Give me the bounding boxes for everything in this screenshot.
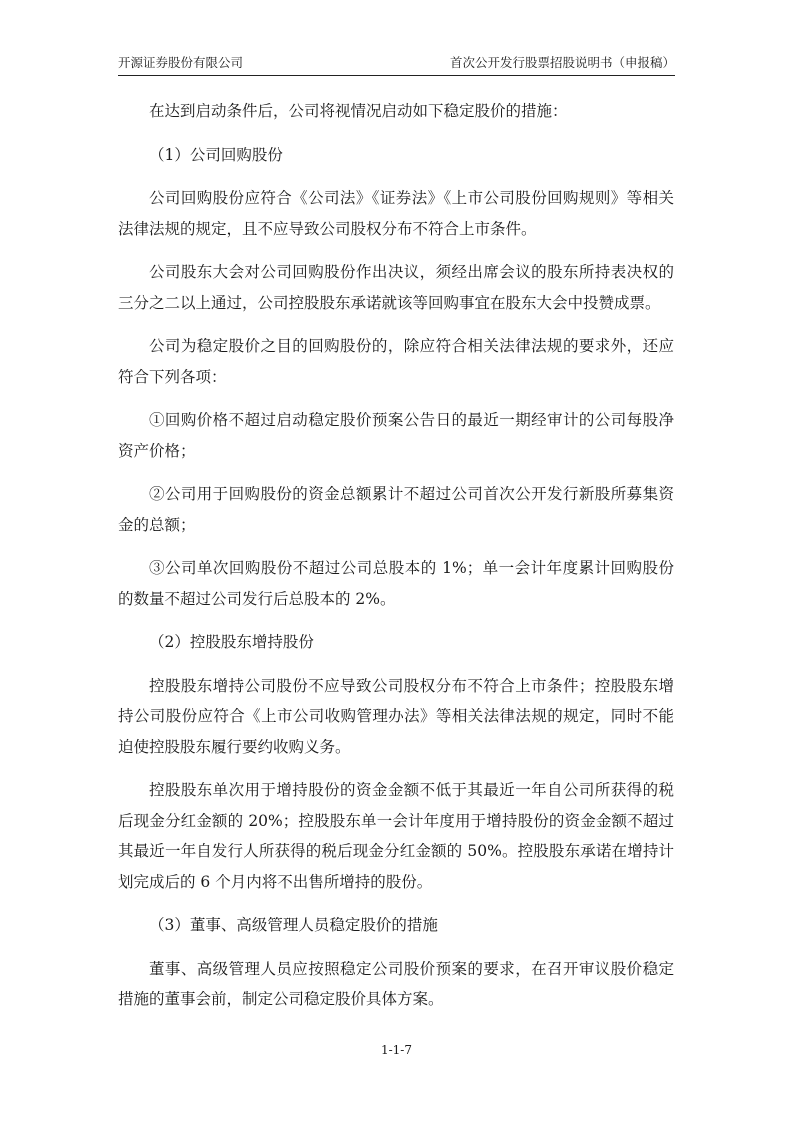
document-body [118,96,674,1028]
page-header [118,55,675,76]
section-heading-company-buyback: （1）公司回购股份 [149,145,283,164]
page-number: 1-1-7 [380,1043,412,1057]
paragraph-shareholder-meeting: 公司股东大会对公司回购股份作出决议，须经出席会议的股东所持表决权的三分之二以上通过，公司控股股东承诺就该等回购事宜在股东大会中投赞成票。 [118,263,674,312]
header-company-name: 开源证券股份有限公司 [118,55,244,70]
paragraph-shareholder-increase-amount: 控股股东单次用于增持股份的资金金额不低于其最近一年自公司所获得的税后现金分红金额的 20%；控股股东单一会计年度用于增持股份的资金金额不超过其最近一年自发行人所获得的税后现金分红金额的 50%。控股股东承诺在增持计划完成后的 6 个月内将不出售所增持的股份。 [118,781,674,891]
paragraph-buyback-conditions: 公司为稳定股价之目的回购股份的，除应符合相关法律法规的要求外，还应符合下列各项： [118,337,674,386]
header-document-title: 首次公开发行股票招股说明书（申报稿） [449,55,675,70]
section-heading-directors-executives: （3）董事、高级管理人员稳定股价的措施 [149,916,438,934]
list-item-buyback-limits: ③公司单次回购股份不超过公司总股本的 1%；单一会计年度累计回购股份的数量不超过公司发行后总股本的 2%。 [118,559,674,608]
paragraph-shareholder-increase-compliance: 控股股东增持公司股份不应导致公司股权分布不符合上市条件；控股股东增持公司股份应符合《上市公司收购管理办法》等相关法律法规的规定，同时不能迫使控股股东履行要约收购义务。 [118,676,674,756]
list-item-buyback-funds: ②公司用于回购股份的资金总额累计不超过公司首次公开发行新股所募集资金的总额； [118,485,674,534]
paragraph-buyback-compliance: 公司回购股份应符合《公司法》《证券法》《上市公司股份回购规则》等相关法律法规的规定，且不应导致公司股权分布不符合上市条件。 [118,189,674,238]
paragraph-intro: 在达到启动条件后，公司将视情况启动如下稳定股价的措施： [149,102,568,120]
paragraph-directors-plan: 董事、高级管理人员应按照稳定公司股价预案的要求，在召开审议股价稳定措施的董事会前，制定公司稳定股价具体方案。 [118,959,674,1008]
section-heading-controlling-shareholder: （2）控股股东增持股份 [149,633,314,651]
list-item-buyback-price: ①回购价格不超过启动稳定股价预案公告日的最近一期经审计的公司每股净资产价格； [118,411,674,460]
